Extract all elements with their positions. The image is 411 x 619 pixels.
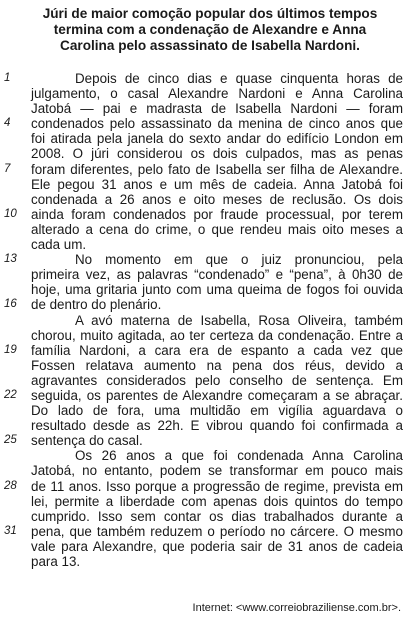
text-line — [4, 523, 403, 539]
text-line — [4, 116, 403, 132]
line-text: Os 26 anos a que foi condenada Anna Carolina — [75, 448, 403, 464]
text-line — [31, 463, 403, 478]
text-line — [4, 478, 403, 494]
line-text: foi atirada pela janela do sexto andar do edifício London em — [31, 131, 403, 147]
text-line — [31, 313, 403, 328]
line-text: ainda foram condenados por fraude processual, por terem — [31, 206, 403, 222]
line-text: A avó materna de Isabella, Rosa Oliveira, também — [75, 312, 403, 328]
text-line — [4, 252, 403, 268]
text-line — [31, 328, 403, 343]
line-number: 31 — [4, 524, 17, 537]
line-number: 22 — [4, 388, 17, 401]
line-text: lei, permite a liberdade com apenas dois quintos do tempo — [31, 493, 403, 509]
text-line — [31, 282, 403, 297]
text-line — [31, 267, 403, 282]
text-line — [4, 206, 403, 222]
text-line — [31, 237, 403, 252]
text-line — [4, 387, 403, 403]
line-number: 4 — [4, 117, 11, 130]
line-number: 1 — [4, 72, 11, 84]
line-text: hoje, uma gritaria junto com uma queima de fogos foi ouvida — [31, 282, 403, 298]
line-text: Jatobá, no entanto, podem se transformar em pouco mais — [31, 463, 403, 479]
text-line — [31, 373, 403, 388]
text-line — [31, 101, 403, 116]
text-line — [31, 86, 403, 101]
text-line — [4, 297, 403, 313]
line-text: resultado desde as 22h. E vibrou quando foi confirmada a — [31, 418, 403, 434]
line-text: para 13. — [31, 554, 81, 569]
line-text: primeira vez, as palavras “condenado” e “pena”, à 0h30 de — [31, 267, 403, 283]
line-text: de 11 anos. Isso porque a progressão de regime, prevista em — [31, 478, 403, 494]
line-text: foram diferentes, pelo fato de Isabella ser filha de Alexandre. — [31, 161, 403, 177]
line-text: sentença do casal. — [31, 433, 143, 449]
text-line — [4, 161, 403, 177]
line-number: 28 — [4, 479, 17, 492]
line-text: Jatobá — pai e madrasta de Isabella Nardoni — foram — [31, 101, 403, 117]
source-citation: Internet: <www.correiobraziliense.com.br>. — [192, 602, 401, 614]
text-line — [31, 192, 403, 207]
line-text: vale para Alexandre, que poderia sair de 31 anos de cadeia — [31, 538, 403, 554]
text-line — [31, 494, 403, 509]
line-text: cada um. — [31, 237, 87, 253]
line-number: 10 — [4, 207, 17, 220]
title-line: Júri de maior comoção popular dos últimos tempos — [42, 6, 378, 21]
text-line — [31, 131, 403, 146]
line-text: cumprido. Isso sem contar os dias trabalhados durante a — [31, 508, 403, 524]
line-text: condenados pelo assassinato da menina de cinco anos que — [31, 116, 403, 132]
text-line — [4, 71, 403, 86]
line-number: 16 — [4, 298, 17, 311]
line-text: Depois de cinco dias e quase cinquenta horas de — [75, 71, 403, 86]
text-line — [4, 342, 403, 358]
text-line — [31, 222, 403, 237]
line-text: pena, que também reduzem o período no cárcere. O mesmo — [31, 523, 403, 539]
line-text: de dentro do plenário. — [31, 297, 162, 313]
line-number: 7 — [4, 162, 11, 175]
line-text: família Nardoni, a cara era de espanto a cada vez que — [31, 342, 403, 358]
line-text: agravantes considerados pelo conselho de sentença. Em — [31, 372, 403, 388]
title-line: Carolina pelo assassinato de Isabella Nardoni. — [60, 38, 360, 53]
text-line — [31, 539, 403, 554]
article-title — [40, 6, 380, 54]
text-line — [31, 554, 403, 569]
line-text: chorou, muito agitada, ao ter certeza da condenação. Entre a — [31, 327, 403, 343]
line-text: Do lado de fora, uma multidão em vigília aguardava o — [31, 403, 403, 419]
line-text: Ele pegou 31 anos e um mês de cadeia. Anna Jatobá foi — [31, 176, 403, 192]
text-line — [31, 509, 403, 524]
text-line — [31, 418, 403, 433]
line-text: julgamento, o casal Alexandre Nardoni e Anna Carolina — [31, 86, 403, 102]
text-line — [31, 177, 403, 192]
line-number: 13 — [4, 253, 17, 266]
text-line — [4, 433, 403, 449]
line-text: seguida, os parentes de Alexandre começaram a se abraçar. — [31, 387, 403, 403]
text-line — [31, 448, 403, 463]
line-text: No momento em que o juiz pronunciou, pela — [75, 252, 403, 268]
line-text: condenada a 26 anos e oito meses de reclusão. Os dois — [31, 191, 403, 207]
line-number: 25 — [4, 434, 17, 447]
line-text: 2008. O júri considerou os dois culpados, mas as penas — [31, 146, 403, 162]
title-line: termina com a condenação de Alexandre e Anna — [53, 22, 367, 37]
article-body — [4, 71, 403, 569]
line-text: Fossen relatava aumento na pena dos réus, devido a — [31, 357, 403, 373]
text-line — [31, 146, 403, 161]
text-line — [31, 358, 403, 373]
text-line — [31, 403, 403, 418]
line-text: alterado a cena do crime, o que rendeu mais oito meses a — [31, 221, 403, 237]
line-number: 19 — [4, 343, 17, 356]
